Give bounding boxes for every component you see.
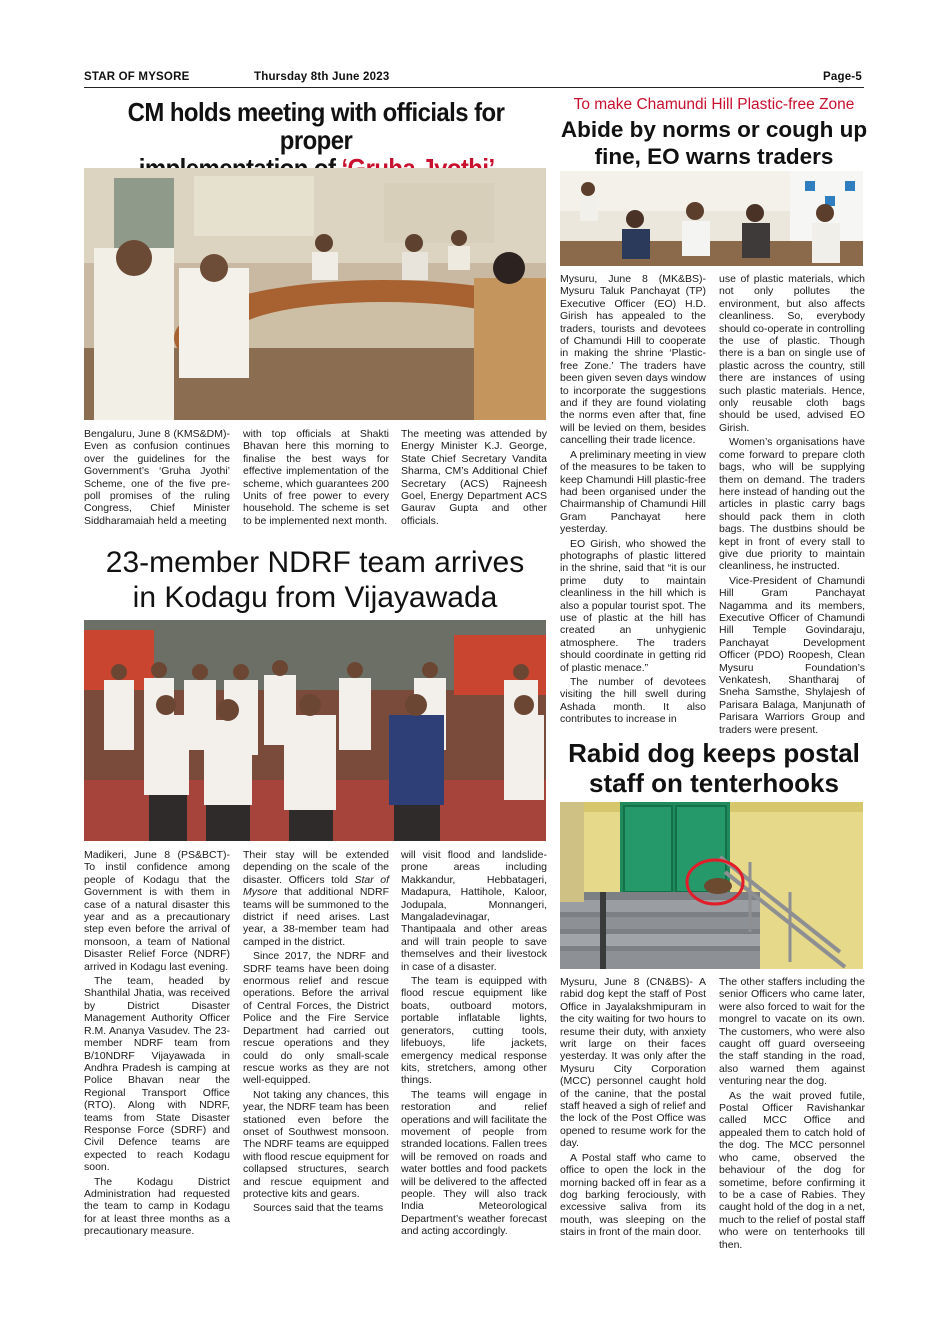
story3-col2-p3: Not taking any chances, this year, the NDRF team has been stationed even before the onset of Southwest monsoon. The NDRF teams are equipped with flood rescue equipment for collapsed structures, search and rescue equipment and protective kits and gears. [243,1088,389,1200]
story3-col2-p1-italic: Star of Mysore [243,873,390,899]
story1-col1-text: Bengaluru, June 8 (KMS&DM)- Even as confusion continues over the guidelines for the Government’s ‘Gruha Jyothi’ Scheme, one of the five pre-poll promises of the ruling Congress, Chief Minister Siddharamaiah held a meeting [84,428,230,527]
story3-col2-p4: Sources said that the teams [253,1202,384,1215]
story3-headline [80,545,550,615]
cm-meeting-photo [84,168,546,420]
story2-kicker: To make Chamundi Hill Plastic-free Zone [573,96,855,113]
story3-headline-line1: 23-member NDRF team arrives [105,546,525,579]
story1-column-3 [401,428,547,529]
story3-column-1 [84,849,230,1240]
issue-date: Thursday 8th June 2023 [254,71,390,83]
story1-col2-text: with top officials at Shakti Bhavan here this morning to finalise the best ways for effective implementation of the scheme, which guarantees 200 Units of free power to every household. The scheme is set to be implemented next month. [243,428,389,527]
story3-headline-line2: in Kodagu from Vijayawada [132,581,498,614]
story3-col2-p2: Since 2017, the NDRF and SDRF teams have been doing enormous relief and rescue operations. Before the arrival of Central Forces, the District Police and the Fire Service Department had carried out rescue operations and they could do only small-scale rescue works as they are not well-equipped. [243,950,389,1087]
story2-col1-p4: The number of devotees visiting the hill swell during Ashada month. It also contributes to increase in [560,676,706,726]
story2-col1-p2: A preliminary meeting in view of the measures to be taken to keep Chamundi Hill plastic-free had been organised under the Chairmanship of Chamundi Hill Gram Panchayat here yesterday. [560,448,706,536]
story4-headline-line1: Rabid dog keeps postal [568,738,860,768]
story2-col1-p3: EO Girish, who showed the photographs of plastic littered in the shrine, said that “it is our prime duty to maintain cleanliness in the hill which is also a popular tourist spot. The use of plastic at the hill has created an unhygienic atmosphere. The traders should coordinate in getting rid of plastic menace.” [560,537,706,674]
story3-col3-p2: The team is equipped with flood rescue equipment like boats, outboard motors, portable inflatable lights, generators, cutting tools, lifebuoys, life jackets, emergency medical response kits, stretchers, among other things. [401,975,547,1087]
story3-col1-p2: The team, headed by Shanthilal Jhatia, was received by District Disaster Management Authority Officer R.M. Ananya Vasudev. The 23-member NDRF team from B/10NDRF Vijayawada in Andhra Pradesh is camping at Police Bhavan near the Regional Transport Office (RTO). Along with NDRF, teams from State Disaster Response Force (SDRF) and Civil Defence teams are expected to reach Kodagu soon. [84,975,230,1174]
story4-col1-p2: A Postal staff who came to office to open the lock in the morning backed off in fear as a dog barking ferociously, with excessive saliva from its mouth, was sleeping on the stairs in front of the main door. [560,1151,706,1239]
story3-col1-p3: The Kodagu District Administration had requested the team to camp in Kodagu for at least three months as a precautionary measure. [84,1175,230,1238]
story2-col2-p2: Women’s organisations have come forward to prepare cloth bags, who will be supplying them on demand. The traders here instead of handing out the articles in plastic carry bags should pack them in cloth bags. The dustbins should be kept in front of every stall to give due priority to maintain cleanliness, he instructed. [719,436,865,573]
story4-col1-p1: Mysuru, June 8 (CN&BS)- A rabid dog kept the staff of Post Office in Jayalakshmipuram in the city waiting for two hours to resume their duty, with anxiety writ large on their faces yesterday. It was only after the Mysuru City Corporation (MCC) personnel caught hold of the canine, that the postal staff heaved a sigh of relief and the lock of the Post Office was opened to resume work for the day. [560,976,706,1150]
story4-headline-line2: staff on tenterhooks [589,768,839,798]
story2-col1-p1: Mysuru, June 8 (MK&BS)- Mysuru Taluk Panchayat (TP) Executive Officer (EO) H.D. Girish has appealed to the traders, tourists and devotees of Chamundi Hill to cooperate in making the shrine ‘Plastic-free Zone.’ The traders have been given seven days window to incorporate the suggestions and if they are found violating the norms even after that, fine will be levied on them, besides cancelling their trade licence. [560,273,706,447]
masthead-rule [84,87,864,88]
story3-col2-p1-post: that additional NDRF teams will be summoned to the district if need arises. Last year, a 38-member team had camped in the district. [243,886,389,948]
story3-col2-p1-pre: Their stay will be extended depending on the scale of the disaster. Officers told [243,849,389,886]
story3-col1-p1: Madikeri, June 8 (PS&BCT)- To instil confidence among people of Kodagu that the Government is with them in case of a natural disaster this year and as a precautionary step even before the arrival of monsoon, a team of National Disaster Relief Force (NDRF) arrived in Kodagu last evening. [84,849,230,973]
story3-column-2 [243,849,389,1217]
story3-column-3 [401,849,547,1240]
story2-col2-p1: use of plastic materials, which not only pollutes the environment, but also affects cleanliness. So, everybody should co-operate in controlling the use of plastic. Though there is a ban on single use of plastic across the country, still there are instances of using such plastic materials. Hence, only reusable cloth bags should be used, advised EO Girish. [719,273,865,434]
story2-headline: Abide by norms or cough up fine, EO warns traders [560,117,868,169]
story4-column-1 [560,976,706,1241]
story1-col3-text: The meeting was attended by Energy Minister K.J. George, State Chief Secretary Vandita Sharma, CM’s Additional Chief Secretary (ACS) Rajneesh Goel, Energy Department ACS Gaurav Gupta and other officials. [401,428,547,527]
eo-meeting-photo [560,171,863,266]
story3-col3-p3: The teams will engage in restoration and relief operations and will facilitate the movement of people from stranded locations. Fallen trees will be removed on roads and water bottles and food packets will be delivered to the affected people. They will also track India Meteorological Department’s weather forecast and acting accordingly. [401,1088,547,1238]
page-number: Page-5 [823,71,862,83]
story2-column-1 [560,273,706,728]
story1-column-1 [84,428,230,529]
ndrf-team-photo [84,620,546,841]
story4-col2-p1: The other staffers including the senior Officers who came later, were also forced to wait for the mongrel to vacate on its own. The customers, who were also caught off guard overseeing the staff standing in the road, also warned them against venturing near the dog. [719,976,865,1088]
story4-column-2 [719,976,865,1253]
story4-col2-p2: As the wait proved futile, Postal Officer Ravishankar called MCC Office and appealed them to catch hold of the dog. The MCC personnel who came, observed the behaviour of the dog for sometime, before confirming it to be a case of Rabies. They caught hold of the dog in a net, much to the relief of postal staff who were on tenterhooks till then. [719,1089,865,1251]
post-office-photo [560,802,863,969]
story4-headline [556,738,872,798]
story2-col2-p3: Vice-President of Chamundi Hill Gram Panchayat Nagamma and its members, Executive Officer of Chamundi Hill Temple Govindaraju, Panchayat Development Officer (PDO) Roopesh, Clean Mysuru Foundation’s Venkatesh, Shantharaj of Sneha Samsthe, Shylajesh of Parisara Balaga, Manjunath of Parisara Warriors Group and traders were present. [719,574,865,736]
story2-column-2 [719,273,865,738]
story1-headline-line1: CM holds meeting with officials for proper [127,97,505,156]
story3-col2-p1 [243,849,389,948]
story1-column-2 [243,428,389,529]
story3-col3-p1: will visit flood and landslide-prone areas including Makkandur, Hebbatageri, Madapura, Hattihole, Kaloor, Jodupala, Monnangeri, Mangaladevinagar, Thantipaala and other areas and will train people to save themselves and their livestock in case of a disaster. [401,849,547,973]
paper-name: STAR OF MYSORE [84,71,190,83]
